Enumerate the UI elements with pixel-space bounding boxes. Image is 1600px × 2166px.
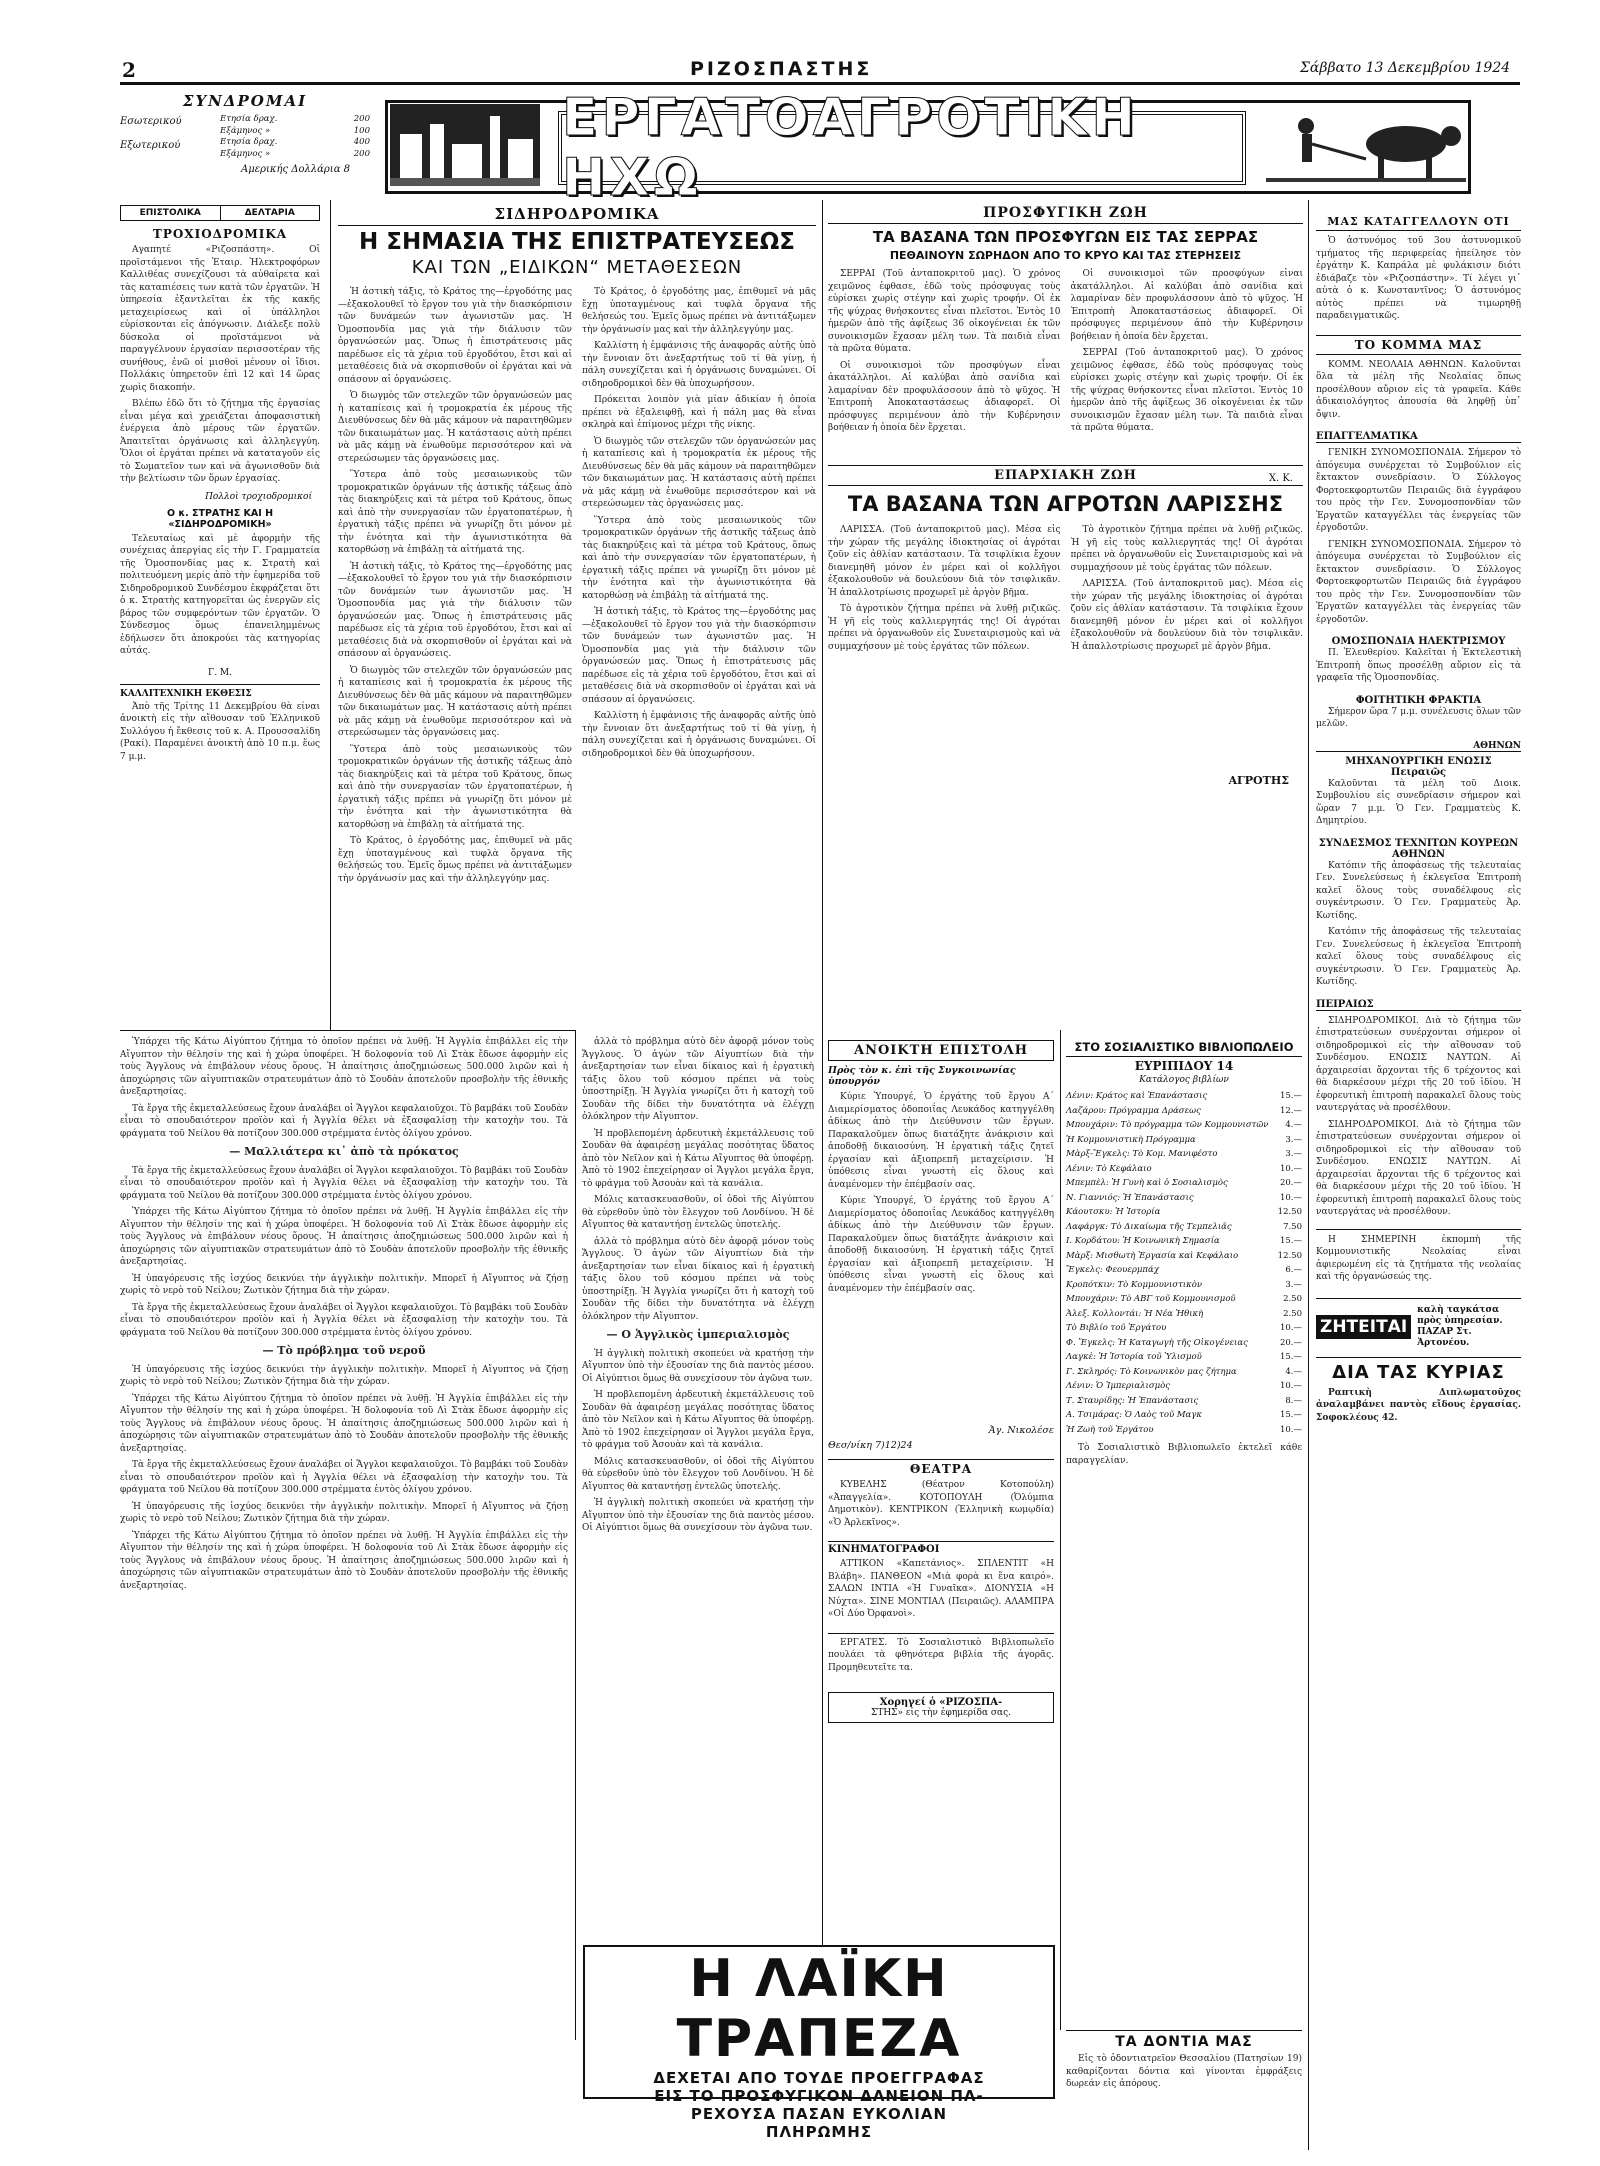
book-name: Ν. Γιαννιός: Ἡ Ἐπανάστασις <box>1066 1192 1194 1203</box>
subhead: — Μαλλιάτερα κι᾿ ἀπὸ τὰ πρόκατος <box>229 1145 459 1158</box>
subscription-row: Ετησία δραχ. 400 <box>220 137 370 147</box>
teeth-section <box>1066 2030 1302 2140</box>
article-text: Εἰς τὸ ὀδοντιατρεῖον Θεσσαλίου (Πατησίων 19) καθαρίζονται δόντια καὶ γίνονται ἐμφράξεις δωρεάν εἰς ἀπόρους. <box>1066 2054 1302 2089</box>
open-letter <box>828 1040 1054 2010</box>
book-row <box>1066 1106 1302 1118</box>
article-text: ΣΙΔΗΡΟΔΡΟΜΙΚΟΙ. Διὰ τὸ ζήτημα τῶν ἐπιστρατεύσεων συνέρχονται σήμερον οἱ σιδηροδρομικοὶ εἰς τὴν αἴθουσαν τοῦ Συνδέσμου. ΕΝΩΣΙΣ ΝΑΥΤΩΝ. Αἱ ἀρχαιρεσίαι ἄρχονται τῆς 6 τρέχοντος καὶ θὰ διαρκέσουν μέχρι τῆς 20 τοῦ ἰδίου. Ἡ ἐφορευτικὴ ἐπιτροπὴ παρακαλεῖ ὅλους τοὺς ναυτεργάτας νὰ προσέλθουν. ΣΙΔΗΡΟΔΡΟΜΙΚΟΙ. Διὰ τὸ ζήτημα τῶν ἐπιστρατεύσεων συνέρχονται σήμερον οἱ σιδηροδρομικοὶ εἰς τὴν αἴθουσαν τοῦ Συνδέσμου. ΕΝΩΣΙΣ ΝΑΥΤΩΝ. Αἱ ἀρχαιρεσίαι ἄρχονται τῆς 6 τρέχοντος καὶ θὰ διαρκέσουν μέχρι τῆς 20 τοῦ ἰδίου. Ἡ ἐφορευτικὴ ἐπιτροπὴ παρακαλεῖ ὅλους τοὺς ναυτεργάτας νὰ προσέλθουν. <box>1316 1015 1521 1217</box>
book-row <box>1066 1323 1302 1335</box>
book-name: Λαζάρου: Πρόγραμμα Δράσεως <box>1066 1105 1201 1116</box>
subscription-region: Εσωτερικού <box>120 116 182 127</box>
book-name: Μπεμπὲλ: Ἡ Γυνὴ καὶ ὁ Σοσιαλισμὸς <box>1066 1178 1228 1188</box>
book-price: 12.50 <box>1277 1207 1302 1217</box>
headline-sub: ΠΕΘΑΙΝΟΥΝ ΣΩΡΗΔΟΝ ΑΠΟ ΤΟ ΚΡΥΟ ΚΑΙ ΤΑΣ ΣΤΕΡΗΣΕΙΣ <box>889 249 1242 262</box>
rizospastis-ad: Χορηγεί ὁ «ΡΙΖΟΣΠΑ- ΣΤΗΣ» εἰς τὴν ἐφημερίδα σας. <box>828 1692 1054 1723</box>
section-title: Ο κ. ΣΤΡΑΤΗΣ ΚΑΙ Η «ΣΙΔΗΡΟΔΡΟΜΙΚΗ» <box>166 507 274 530</box>
book-name: Μὰρξ-Ἔγκελς: Τὸ Κομ. Μανιφέστο <box>1066 1149 1218 1159</box>
book-name: Ι. Κορδάτου: Ἡ Κοινωνικὴ Σημασία <box>1066 1236 1220 1246</box>
book-name: Μὰρξ: Μισθωτὴ Ἐργασία καὶ Κεφάλαιο <box>1066 1250 1239 1261</box>
book-row <box>1066 1222 1302 1234</box>
article-text: Ὑπάρχει τῆς Κάτω Αἰγύπτου ζήτημα τὸ ὁποῖον πρέπει νὰ λυθῇ. Ἡ Ἀγγλία ἐπιβάλλει εἰς τὴν Αἴγυπτον τὴν θέλησίν της καὶ ἡ χώρα ὑποφέρει. Ἡ δολοφονία τοῦ Λὶ Στὰκ ἔδωσε ἀφορμὴν εἰς τοὺς Ἄγγλους νὰ ἐπιβάλουν νέους ὅρους. Ἡ ἀπαίτησις ἀποζημιώσεως 500.000 λιρῶν καὶ ἡ ἀποχώρησις τῶν αἰγυπτιακῶν στρατευμάτων ἀπὸ τὸ Σουδὰν ἀποτελοῦν προσβολὴν τῆς ἐθνικῆς ἀνεξαρτησίας. Τὰ ἔργα τῆς ἐκμεταλλεύσεως ἔχουν ἀναλάβει οἱ Ἄγγλοι κεφαλαιοῦχοι. Τὸ βαμβάκι τοῦ Σουδὰν εἶναι τὸ σπουδαιότερον προϊὸν καὶ ἡ Ἀγγλία θέλει νὰ ἐξασφαλίσῃ τὴν κατοχὴν του. Τὰ φράγματα τοῦ Νείλου θὰ ποτίζουν 300.000 στρέμματα ἐντὸς ὀλίγου χρόνου. — Μαλλιάτερα κι᾿ ἀπὸ τὰ πρόκατος Τὰ ἔργα τῆς ἐκμεταλλεύσεως ἔχουν ἀναλάβει οἱ Ἄγγλοι κεφαλαιοῦχοι. Τὸ βαμβάκι τοῦ Σουδὰν εἶναι τὸ σπουδαιότερον προϊὸν καὶ ἡ Ἀγγλία θέλει νὰ ἐξασφαλίσῃ τὴν κατοχὴν του. Τὰ φράγματα τοῦ Νείλου θὰ ποτίζουν 300.000 στρέμματα ἐντὸς ὀλίγου χρόνου. Ὑπάρχει τῆς Κάτω Αἰγύπτου ζήτημα τὸ ὁποῖον πρέπει νὰ λυθῇ. Ἡ Ἀγγλία ἐπιβάλλει εἰς τὴν Αἴγυπτον τὴν θέλησίν της καὶ ἡ χώρα ὑποφέρει. Ἡ δολοφονία τοῦ Λὶ Στὰκ ἔδωσε ἀφορμὴν εἰς τοὺς Ἄγγλους νὰ ἐπιβάλουν νέους ὅρους. Ἡ ἀπαίτησις ἀποζημιώσεως 500.000 λιρῶν καὶ ἡ ἀποχώρησις τῶν αἰγυπτιακῶν στρατευμάτων ἀπὸ τὸ Σουδὰν ἀποτελοῦν προσβολὴν τῆς ἐθνικῆς ἀνεξαρτησίας. Ἡ ὑπαγόρευσις τῆς ἰσχύος δεικνύει τὴν ἀγγλικὴν πολιτικὴν. Μπορεῖ ἡ Αἴγυπτος νὰ ζήσῃ χωρὶς τὸ νερὸ τοῦ Νείλου; Ζωτικὸν ζήτημα διὰ τὴν χώραν. Τὰ ἔργα τῆς ἐκμεταλλεύσεως ἔχουν ἀναλάβει οἱ Ἄγγλοι κεφαλαιοῦχοι. Τὸ βαμβάκι τοῦ Σουδὰν εἶναι τὸ σπουδαιότερον προϊὸν καὶ ἡ Ἀγγλία θέλει νὰ ἐξασφαλίσῃ τὴν κατοχὴν του. Τὰ φράγματα τοῦ Νείλου θὰ ποτίζουν 300.000 στρέμματα ἐντὸς ὀλίγου χρόνου. — Τὸ πρόβλημα τοῦ νεροῦ Ἡ ὑπαγόρευσις τῆς ἰσχύος δεικνύει τὴν ἀγγλικὴν πολιτικὴν. Μπορεῖ ἡ Αἴγυπτος νὰ ζήσῃ χωρὶς τὸ νερὸ τοῦ Νείλου; Ζωτικὸν ζήτημα διὰ τὴν χώραν. Ὑπάρχει τῆς Κάτω Αἰγύπτου ζήτημα τὸ ὁποῖον πρέπει νὰ λυθῇ. Ἡ Ἀγγλία ἐπιβάλλει εἰς τὴν Αἴγυπτον τὴν θέλησίν της καὶ ἡ χώρα ὑποφέρει. Ἡ δολοφονία τοῦ Λὶ Στὰκ ἔδωσε ἀφορμὴν εἰς τοὺς Ἄγγλους νὰ ἐπιβάλουν νέους ὅρους. Ἡ ἀπαίτησις ἀποζημιώσεως 500.000 λιρῶν καὶ ἡ ἀποχώρησις τῶν αἰγυπτιακῶν στρατευμάτων ἀπὸ τὸ Σουδὰν ἀποτελοῦν προσβολὴν τῆς ἐθνικῆς ἀνεξαρτησίας. Τὰ ἔργα τῆς ἐκμεταλλεύσεως ἔχουν ἀναλάβει οἱ Ἄγγλοι κεφαλαιοῦχοι. Τὸ βαμβάκι τοῦ Σουδὰν εἶναι τὸ σπουδαιότερον προϊὸν καὶ ἡ Ἀγγλία θέλει νὰ ἐξασφαλίσῃ τὴν κατοχὴν του. Τὰ φράγματα τοῦ Νείλου θὰ ποτίζουν 300.000 στρέμματα ἐντὸς ὀλίγου χρόνου. Ἡ ὑπαγόρευσις τῆς ἰσχύος δεικνύει τὴν ἀγγλικὴν πολιτικὴν. Μπορεῖ ἡ Αἴγυπτος νὰ ζήσῃ χωρὶς τὸ νερὸ τοῦ Νείλου; Ζωτικὸν ζήτημα διὰ τὴν χώραν. Ὑπάρχει τῆς Κάτω Αἰγύπτου ζήτημα τὸ ὁποῖον πρέπει νὰ λυθῇ. Ἡ Ἀγγλία ἐπιβάλλει εἰς τὴν Αἴγυπτον τὴν θέλησίν της καὶ ἡ χώρα ὑποφέρει. Ἡ δολοφονία τοῦ Λὶ Στὰκ ἔδωσε ἀφορμὴν εἰς τοὺς Ἄγγλους νὰ ἐπιβάλουν νέους ὅρους. Ἡ ἀπαίτησις ἀποζημιώσεως 500.000 λιρῶν καὶ ἡ ἀποχώρησις τῶν αἰγυπτιακῶν στρατευμάτων ἀπὸ τὸ Σουδὰν ἀποτελοῦν προσβολὴν τῆς ἐθνικῆς ἀνεξαρτησίας. <box>120 1037 568 1591</box>
article-text: Τελευταίως καὶ μὲ ἀφορμὴν τῆς συνέχειας ἀπεργίας εἰς τὴν Γ. Γραμματεία τῆς Ὁμοσπονδίας μας κ. Στρατὴ καὶ πολιτευόμενη μερίς ἀπὸ τὴν ἐφημερίδα τοῦ Σιδηροδρομικοῦ Συνδέσμου ἐκφράζεται ὅτι ὁ κ. Στρατὴς κατηγορεῖται ὡς ἐνεργῶν εἰς βάρος τῶν συμφερόντων τῶν ἐργατῶν. Ὁ Σύνδεσμος ὅμως ἐπανειλημμένως ἐδήλωσεν ὅτι ἀποκρούει τὰς κατηγορίας αὐτάς. <box>120 533 320 656</box>
signature: ΑΓΡΟΤΗΣ <box>1228 774 1289 787</box>
bank-ad-line: ΡΕΧΟΥΣΑ ΠΑΣΑΝ ΕΥΚΟΛΙΑΝ <box>690 2105 948 2123</box>
book-name: Τὸ Βιβλίο τοῦ Ἐργάτου <box>1066 1323 1167 1333</box>
book-row <box>1066 1425 1302 1437</box>
book-price: 2.50 <box>1283 1294 1302 1304</box>
book-price: 10.— <box>1279 1192 1302 1203</box>
book-price: 8.— <box>1285 1395 1302 1406</box>
subscription-row: Ετησία δραχ. 200 <box>220 114 370 124</box>
subscriptions-title: ΣΥΝΔΡΟΜΑΙ <box>182 92 308 110</box>
column-rule <box>330 200 331 1030</box>
headline: Η ΣΗΜΑΣΙΑ ΤΗΣ ΕΠΙΣΤΡΑΤΕΥΣΕΩΣ <box>359 229 795 255</box>
article-text: Τὸ ἀγροτικὸν ζήτημα πρέπει νὰ λυθῇ ριζικῶς. Ἡ γῆ εἰς τοὺς καλλιεργητάς της! Οἱ ἀγρόται πρέπει νὰ ὀργανωθοῦν εἰς Συνεταιρισμοὺς καὶ νὰ συμμαχήσουν μὲ τοὺς ἐργάτας τῶν πόλεων. ΛΑΡΙΣΣΑ. (Τοῦ ἀνταποκριτοῦ μας). Μέσα εἰς τὴν χώραν τῆς μεγάλης ἰδιοκτησίας οἱ ἀγρόται ζοῦν εἰς ἀθλίαν κατάστασιν. Τὰ τσιφλίκια ἔχουν διανεμηθῆ μόνον ἐν μέρει καὶ οἱ κολλῆγοι ἐξακολουθοῦν νὰ δουλεύουν διὰ τὸν τσιφλικᾶν. Ἡ ἀπαλλοτρίωσις προχωρεῖ μὲ ἀργὸν βῆμα. <box>1070 525 1303 652</box>
article-text: Ραπτικὴ Διπλωματοῦχος ἀναλαμβάνει παντὸς εἴδους ἐργασίας. Σοφοκλέους 42. <box>1316 1387 1521 1423</box>
signature: Χ. Κ. <box>1268 473 1293 484</box>
book-row <box>1066 1396 1302 1408</box>
subscription-row: Εξάμηνος » 200 <box>220 148 370 159</box>
paper-name: ΡΙΖΟΣΠΑΣΤΗΣ <box>690 58 873 80</box>
left-column <box>120 205 320 1030</box>
article-text: ΑΤΤΙΚΟΝ «Καπετάνιος». ΣΠΛΕΝΤΙΤ «Η Βλάβη». ΠΑΝΘΕΟΝ «Μιὰ φορὰ κι ἕνα καιρό». ΣΑΛΩΝ ΙΝΤΙΑ «Ἡ Γυναῖκα». ΔΙΟΝΥΣΙΑ «Η Νύχτα». ΣΙΝΕ ΜΟΝΤΙΑΛ (Πειραιῶς). ΑΛΑΜΠΡΑ «Οἱ Δύο Ὀρφανοὶ». <box>828 1559 1054 1619</box>
header-rule <box>120 82 1520 85</box>
section-title: ΟΜΟΣΠΟΝΔΙΑ ΗΛΕΚΤΡΙΣΜΟΥ <box>1331 636 1506 647</box>
egypt-article-mid <box>582 1036 814 2026</box>
letter-sign: Ἀγ. Νικολέσε <box>988 1425 1054 1436</box>
book-price: 3.— <box>1285 1149 1302 1159</box>
book-price: 4.— <box>1285 1120 1302 1130</box>
railway-section <box>338 205 816 1030</box>
book-price: 15.— <box>1279 1236 1302 1246</box>
book-price: 15.— <box>1279 1352 1302 1362</box>
subscriptions-box <box>120 92 370 192</box>
subhead: — Τὸ πρόβλημα τοῦ νεροῦ <box>262 1344 426 1357</box>
book-name: Μπουχάριν: Τὸ πρόγραμμα τῶν Κομμουνιστῶν <box>1066 1120 1269 1130</box>
section-title: ΜΑΣ ΚΑΤΑΓΓΕΛΛΟΥΝ ΟΤΙ <box>1316 215 1521 231</box>
book-row <box>1066 1251 1302 1263</box>
book-row <box>1066 1149 1302 1161</box>
article-text: ΕΡΓΑΤΕΣ. Τὸ Σοσιαλιστικὸ Βιβλιοπωλεῖο πουλάει τὰ φθηνότερα βιβλία τῆς ἀγορᾶς. Προμηθευτεῖτε τα. <box>828 1633 1054 1679</box>
book-price: 6.— <box>1285 1265 1302 1275</box>
tab-epistolika: ΕΠΙΣΤΟΛΙΚΑ <box>121 206 221 220</box>
book-price: 10.— <box>1279 1381 1302 1391</box>
article-text: ἀλλὰ τὸ πρόβλημα αὐτὸ δὲν ἀφορᾷ μόνον τοὺς Ἄγγλους. Ὁ ἀγὼν τῶν Αἰγυπτίων διὰ τὴν ἀνεξαρτησίαν των εἶναι δίκαιος καὶ ἡ ἐργατικὴ τάξις ὅλου τοῦ κόσμου πρέπει νὰ τοὺς ὑποστηρίξῃ. Ἡ Ἀγγλία γνωρίζει ὅτι ἡ κατοχὴ τοῦ Σουδὰν τῆς δίδει τὴν δυνατότητα νὰ ἐλέγχῃ ὁλόκληρον τὴν Αἴγυπτον. Ἡ προβλεπομένη ἀρδευτικὴ ἐκμετάλλευσις τοῦ Σουδὰν θὰ ἀφαιρέσῃ μεγάλας ποσότητας ὕδατος ἀπὸ τὸν Νεῖλον καὶ ἡ Κάτω Αἴγυπτος θὰ ὑποφέρῃ. Ἀπὸ τὸ 1902 ἐπεχείρησαν οἱ Ἄγγλοι μεγάλα ἔργα, τὸ φράγμα τοῦ Ἀσουὰν καὶ τὰ κανάλια. Μόλις κατασκευασθοῦν, οἱ ὁδοὶ τῆς Αἰγύπτου θὰ εὑρεθοῦν ὑπὸ τὸν ἔλεγχον τοῦ Λονδίνου. Ἡ δὲ Αἴγυπτος θὰ καταντήσῃ ἐντελῶς ὑποτελής. ἀλλὰ τὸ πρόβλημα αὐτὸ δὲν ἀφορᾷ μόνον τοὺς Ἄγγλους. Ὁ ἀγὼν τῶν Αἰγυπτίων διὰ τὴν ἀνεξαρτησίαν των εἶναι δίκαιος καὶ ἡ ἐργατικὴ τάξις ὅλου τοῦ κόσμου πρέπει νὰ τοὺς ὑποστηρίξῃ. Ἡ Ἀγγλία γνωρίζει ὅτι ἡ κατοχὴ τοῦ Σουδὰν τῆς δίδει τὴν δυνατότητα νὰ ἐλέγχῃ ὁλόκληρον τὴν Αἴγυπτον. — Ο Ἀγγλικὸς ἰμπεριαλισμὸς Ἡ ἀγγλικὴ πολιτικὴ σκοπεύει νὰ κρατήσῃ τὴν Αἴγυπτον ὑπὸ τὴν ἐξουσίαν της διὰ παντὸς μέσου. Οἱ Αἰγύπτιοι ὅμως θὰ συνεχίσουν τὸν ἀγῶνα των. Ἡ προβλεπομένη ἀρδευτικὴ ἐκμετάλλευσις τοῦ Σουδὰν θὰ ἀφαιρέσῃ μεγάλας ποσότητας ὕδατος ἀπὸ τὸν Νεῖλον καὶ ἡ Κάτω Αἴγυπτος θὰ ὑποφέρῃ. Ἀπὸ τὸ 1902 ἐπεχείρησαν οἱ Ἄγγλοι μεγάλα ἔργα, τὸ φράγμα τοῦ Ἀσουὰν καὶ τὰ κανάλια. Μόλις κατασκευασθοῦν, οἱ ὁδοὶ τῆς Αἰγύπτου θὰ εὑρεθοῦν ὑπὸ τὸν ἔλεγχον τοῦ Λονδίνου. Ἡ δὲ Αἴγυπτος θὰ καταντήσῃ ἐντελῶς ὑποτελής. Ἡ ἀγγλικὴ πολιτικὴ σκοπεύει νὰ κρατήσῃ τὴν Αἴγυπτον ὑπὸ τὴν ἐξουσίαν της διὰ παντὸς μέσου. Οἱ Αἰγύπτιοι ὅμως θὰ συνεχίσουν τὸν ἀγῶνα των. <box>582 1037 814 1533</box>
tab-deltaria: ΔΕΛΤΑΡΙΑ <box>244 208 295 218</box>
article-text: Ἀπὸ τῆς Τρίτης 11 Δεκεμβρίου θὰ είναι ἀνοικτὴ εἰς τὴν αἴθουσαν τοῦ Ἑλληνικοῦ Συλλόγου ἡ ἔκθεσις τοῦ κ. Α. Προυσσαλίδη (Ρακί). Παραμένει ἀνοικτὴ ἀπὸ 10 π.μ. ἕως 7 μ.μ. <box>120 701 320 762</box>
book-name: Λένιν: Κράτος καὶ Ἐπανάστασις <box>1066 1091 1208 1101</box>
bookshop-title: ΣΤΟ ΣΟΣΙΑΛΙΣΤΙΚΟ ΒΙΒΛΙΟΠΩΛΕΙΟ <box>1066 1040 1302 1057</box>
signature: Γ. Μ. <box>207 667 233 678</box>
book-price: 2.50 <box>1283 1308 1302 1319</box>
book-price: 15.— <box>1279 1410 1302 1420</box>
book-name: Ἡ Κομμουνιστικὴ Πρόγραμμα <box>1066 1134 1196 1145</box>
article-text: ΣΕΡΡΑΙ (Τοῦ ἀνταποκριτοῦ μας). Ὁ χρόνος χειμῶνος ἐφθασε, ἐδῶ τοὺς πρόσφυγας τοὺς εὑρίσκει χωρὶς στέγην καὶ χωρὶς τροφήν. Οἱ ἐκ τῆς ψύχρας θνήσκοντες εἶναι πλεῖστοι. Ἐντὸς 10 ἡμερῶν ἀπὸ τῆς ἀφίξεως 36 οἰκογένειαι ἐκ τῶν συνοικισμῶν ἔχασαν μέλη των. Τὰ παιδιὰ εἶναι τὰ πρῶτα θύματα. Οἱ συνοικισμοὶ τῶν προσφύγων εἶναι ἀκατάλληλοι. Αἱ καλύβαι ἀπὸ σανίδια καὶ λαμαρίναν δὲν προφυλάσσουν ἀπὸ τὸ ψῦχος. Ἡ Ἐπιτροπὴ Ἀποκαταστάσεως ἀδιαφορεῖ. Οἱ πρόσφυγες περιμένουν ἀπὸ τὴν Κυβέρνησιν βοήθειαν ἡ ὁποία δὲν ἔρχεται. <box>828 269 1061 433</box>
headline-sub: ΚΑΙ ΤΩΝ „ΕΙΔΙΚΩΝ“ ΜΕΤΑΘΕΣΕΩΝ <box>411 257 743 278</box>
book-row <box>1066 1352 1302 1364</box>
wanted-text: καλὴ ταγκάτσα πρὸς ὑπηρεσίαν. ΠΑΖΑΡ Στ. Ἀρτονέου. <box>1417 1304 1503 1348</box>
book-name: Κροπότκιν: Τὸ Κομμουνιστικὸν <box>1066 1279 1202 1290</box>
book-price: 3.— <box>1285 1279 1302 1290</box>
headline: ΤΑ ΒΑΣΑΝΑ ΤΩΝ ΑΓΡΟΤΩΝ ΛΑΡΙΣΣΗΣ <box>847 492 1284 516</box>
bookshop-note: Τὸ Σοσιαλιστικὸ Βιβλιοπωλεῖο ἐκτελεῖ κάθε παραγγελίαν. <box>1066 1443 1302 1466</box>
section-title: ΤΡΟΧΙΟΔΡΟΜΙΚΑ <box>152 227 288 241</box>
article-text: Ἡ ἀστικὴ τάξις, τὸ Κράτος της—ἐργοδότης μας—ἐξακολουθεῖ τὸ ἔργον του γιὰ τὴν διασκόρπισιν τῶν δυνάμεών των ἀγωνιστῶν μας. Ἡ Ὁμοσπονδία μας γιὰ τὴν διάλυσιν τῶν ὀργανώσεών μας. Ὅπως ἡ ἐπιστράτευσις μᾶς παρέδωσε εἰς τὰ χέρια τοῦ ἐργοδότου, ἔτσι καὶ αἱ μεταθέσεις διὰ νὰ σκορπισθοῦν οἱ ἐργάται καὶ νὰ σπάσουν αἱ ὀργανώσεις. Ὁ διωγμὸς τῶν στελεχῶν τῶν ὀργανώσεών μας ἡ καταπίεσις καὶ ἡ τρομοκρατία ἐκ μέρους τῆς Διευθύνσεως δὲν θὰ μᾶς κάμουν νὰ παραιτηθῶμεν τῶν δικαιωμάτων μας. Ἡ κατάστασις αὐτὴ πρέπει νὰ μᾶς κάμῃ νὰ ἐνωθοῦμε περισσότερον καὶ νὰ στερεώσωμεν τὰς ὀργανώσεις μας. Ὕστερα ἀπὸ τοὺς μεσαιωνικοὺς τῶν τρομοκρατικῶν ὀργάνων τῆς ἀστικῆς τάξεως ἀπὸ τὰς διακηρύξεις καὶ τὰ μέτρα τοῦ Κράτους, ὅπως καὶ ἀπὸ τὴν συνεργασίαν τῶν ἐργατοπατέρων, ἡ ἐργατικὴ τάξις πρέπει νὰ γνωρίζῃ ὅτι μόνον μὲ τὴν ἑνότητα καὶ τὴν ἀγωνιστικότητα θὰ κατορθώσῃ νὰ ἐπιβάλῃ τὰ αἰτήματά της. Ἡ ἀστικὴ τάξις, τὸ Κράτος της—ἐργοδότης μας—ἐξακολουθεῖ τὸ ἔργον του γιὰ τὴν διασκόρπισιν τῶν δυνάμεών των ἀγωνιστῶν μας. Ἡ Ὁμοσπονδία μας γιὰ τὴν διάλυσιν τῶν ὀργανώσεών μας. Ὅπως ἡ ἐπιστράτευσις μᾶς παρέδωσε εἰς τὰ χέρια τοῦ ἐργοδότου, ἔτσι καὶ αἱ μεταθέσεις διὰ νὰ σκορπισθοῦν οἱ ἐργάται καὶ νὰ σπάσουν αἱ ὀργανώσεις. Ὁ διωγμὸς τῶν στελεχῶν τῶν ὀργανώσεών μας ἡ καταπίεσις καὶ ἡ τρομοκρατία ἐκ μέρους τῆς Διευθύνσεως δὲν θὰ μᾶς κάμουν νὰ παραιτηθῶμεν τῶν δικαιωμάτων μας. Ἡ κατάστασις αὐτὴ πρέπει νὰ μᾶς κάμῃ νὰ ἐνωθοῦμε περισσότερον καὶ νὰ στερεώσωμεν τὰς ὀργανώσεις μας. Ὕστερα ἀπὸ τοὺς μεσαιωνικοὺς τῶν τρομοκρατικῶν ὀργάνων τῆς ἀστικῆς τάξεως ἀπὸ τὰς διακηρύξεις καὶ τὰ μέτρα τοῦ Κράτους, ὅπως καὶ ἀπὸ τὴν συνεργασίαν τῶν ἐργατοπατέρων, ἡ ἐργατικὴ τάξις πρέπει νὰ γνωρίζῃ ὅτι μόνον μὲ τὴν ἑνότητα καὶ τὴν ἀγωνιστικότητα θὰ κατορθώσῃ νὰ ἐπιβάλῃ τὰ αἰτήματά της. Τὸ Κράτος, ὁ ἐργοδότης μας, ἐπιθυμεῖ νὰ μᾶς ἔχῃ ὑποταγμένους καὶ τυφλὰ ὄργανα τῆς θελήσεώς του. Ἐμεῖς ὅμως πρέπει νὰ ἀντιτάξωμεν τὴν ὀργάνωσίν μας καὶ τὴν ἀλληλεγγύην μας. <box>338 287 572 884</box>
book-price: 15.— <box>1279 1091 1302 1101</box>
column-rule <box>822 200 823 1990</box>
page-number: 2 <box>122 58 136 82</box>
book-price: 10.— <box>1279 1323 1302 1333</box>
book-name: Γ. Σκληρός: Τὸ Κοινωνικὸν μας ζήτημα <box>1066 1366 1237 1377</box>
book-name: Κάουτσκυ: Ἡ Ἱστορία <box>1066 1207 1161 1217</box>
banner-title: ΕΡΓΑΤΟΑΓΡΟΤΙΚΗ ΗΧΩ <box>562 88 1140 208</box>
book-row <box>1066 1280 1302 1292</box>
banner-title-frame <box>558 88 1246 208</box>
book-name: Ἔγκελς: Φεουερμπάχ <box>1066 1265 1159 1275</box>
article-text: Τὸ Κράτος, ὁ ἐργοδότης μας, ἐπιθυμεῖ νὰ μᾶς ἔχῃ ὑποταγμένους καὶ τυφλὰ ὄργανα τῆς θελήσεώς του. Ἐμεῖς ὅμως πρέπει νὰ ἀντιτάξωμεν τὴν ὀργάνωσίν μας καὶ τὴν ἀλληλεγγύην μας. Καλλίστη ἡ ἐμφάνισις τῆς ἀναφορᾶς αὐτῆς ὑπὸ τὴν ἔννοιαν ὅτι ἀνεξαρτήτως τοῦ τί θὰ γίνῃ, ἡ πάλη συνεχίζεται καὶ ἡ ὀργάνωσις δυναμώνει. Οἱ σιδηροδρομικοὶ δὲν θὰ ὑποχωρήσουν. Πρόκειται λοιπὸν γιὰ μίαν ἀδικίαν ἡ ὁποία πρέπει νὰ ἐξαλειφθῇ, καὶ ἡ πάλη μας θὰ εἶναι σκληρὰ καὶ ἐπίμονος μέχρι τῆς νίκης. Ὁ διωγμὸς τῶν στελεχῶν τῶν ὀργανώσεών μας ἡ καταπίεσις καὶ ἡ τρομοκρατία ἐκ μέρους τῆς Διευθύνσεως δὲν θὰ μᾶς κάμουν νὰ παραιτηθῶμεν τῶν δικαιωμάτων μας. Ἡ κατάστασις αὐτὴ πρέπει νὰ μᾶς κάμῃ νὰ ἐνωθοῦμε περισσότερον καὶ νὰ στερεώσωμεν τὰς ὀργανώσεις μας. Ὕστερα ἀπὸ τοὺς μεσαιωνικοὺς τῶν τρομοκρατικῶν ὀργάνων τῆς ἀστικῆς τάξεως ἀπὸ τὰς διακηρύξεις καὶ τὰ μέτρα τοῦ Κράτους, ὅπως καὶ ἀπὸ τὴν συνεργασίαν τῶν ἐργατοπατέρων, ἡ ἐργατικὴ τάξις πρέπει νὰ γνωρίζῃ ὅτι μόνον μὲ τὴν ἑνότητα καὶ τὴν ἀγωνιστικότητα θὰ κατορθώσῃ νὰ ἐπιβάλῃ τὰ αἰτήματά της. Ἡ ἀστικὴ τάξις, τὸ Κράτος της—ἐργοδότης μας—ἐξακολουθεῖ τὸ ἔργον του γιὰ τὴν διασκόρπισιν τῶν δυνάμεών των ἀγωνιστῶν μας. Ἡ Ὁμοσπονδία μας γιὰ τὴν διάλυσιν τῶν ὀργανώσεών μας. Ὅπως ἡ ἐπιστράτευσις μᾶς παρέδωσε εἰς τὰ χέρια τοῦ ἐργοδότου, ἔτσι καὶ αἱ μεταθέσεις διὰ νὰ σκορπισθοῦν οἱ ἐργάται καὶ νὰ σπάσουν αἱ ὀργανώσεις. Καλλίστη ἡ ἐμφάνισις τῆς ἀναφορᾶς αὐτῆς ὑπὸ τὴν ἔννοιαν ὅτι ἀνεξαρτήτως τοῦ τί θὰ γίνῃ, ἡ πάλη συνεχίζεται καὶ ἡ ὀργάνωσις δυναμώνει. Οἱ σιδηροδρομικοὶ δὲν θὰ ὑποχωρήσουν. <box>582 287 816 759</box>
article-text: Αγαπητέ «Ριζοσπάστη». Οἱ προϊστάμενοι τῆς Ἑταιρ. Ἠλεκτροφόρων Καλλιθέας συνεχίζουσι τὰ αὐθαίρετα καὶ τὰς καταπιέσεις των κατὰ τῶν ἐργατῶν. Ἡ ὑπηρεσία ἐξαντλεῖται ἐκ τῆς κακῆς μεταχειρίσεως καὶ οἱ ὑπάλληλοι εὑρίσκονται εἰς ἀπόγνωσιν. Διάλεξε πολὺ δύσκολα οἱ προϊστάμενοι νὰ παραγγέλνουν ἐργασίαν περισσοτέραν τῆς συνήθους, ἐνῶ οἱ μισθοὶ μένουν οἱ ἴδιοι. Πολλάκις ὑπηρετοῦν ἐπὶ 12 καὶ 14 ὥρας χωρὶς διακοπήν. Βλέπω ἐδῶ ὅτι τὸ ζήτημα τῆς ἐργασίας εἶναι μέγα καὶ χρειάζεται ἀποφασιστικὴ ἐνέργεια ἀπὸ μέρους τῶν ἐργατῶν. Ἀπαιτεῖται ὀργάνωσις καὶ ἀλληλεγγύη. Ὅλοι οἱ ἐργάται πρέπει νὰ καταταγοῦν εἰς τὸ Σωματεῖον των καὶ νὰ ἀγωνισθοῦν διὰ τὴν βελτίωσιν τῶν ὅρων ἐργασίας. <box>120 245 320 484</box>
egypt-article-left <box>120 1036 568 2026</box>
subscription-row: Εξάμηνος » 100 <box>220 125 370 136</box>
book-list <box>1066 1091 1302 1436</box>
book-row <box>1066 1265 1302 1277</box>
subhead: — Ο Ἀγγλικὸς ἰμπεριαλισμὸς <box>606 1328 790 1341</box>
bookshop-catalog: Κατάλογος βιβλίων <box>1139 1075 1229 1085</box>
signature: Πολλοὶ τροχιοδρομικοί <box>205 491 312 502</box>
column-rule <box>1308 200 1309 2150</box>
bank-ad-line: ΕΙΣ ΤΟ ΠΡΟΣΦΥΓΙΚΟΝ ΔΑΝΕΙΟΝ ΠΑ- <box>654 2087 984 2105</box>
book-row <box>1066 1294 1302 1306</box>
section-title: ΠΡΟΣΦΥΓΙΚΗ ΖΩΗ <box>828 205 1303 224</box>
section-title: ΣΙΔΗΡΟΔΡΟΜΙΚΑ <box>338 205 816 226</box>
book-price: 12.— <box>1279 1105 1302 1116</box>
book-price: 20.— <box>1279 1178 1302 1188</box>
right-column <box>1316 205 1521 2135</box>
section-title: ΑΘΗΝΩΝ <box>1316 741 1521 752</box>
book-price: 10.— <box>1279 1424 1302 1435</box>
divider <box>120 1030 575 1031</box>
bank-ad-line: ΔΕΧΕΤΑΙ ΑΠΟ ΤΟΥΔΕ ΠΡΟΕΓΓΡΑΦΑΣ <box>653 2069 985 2087</box>
book-row <box>1066 1236 1302 1248</box>
book-name: Λαγκὲ: Ἡ Ἱστορία τοῦ Ὑλισμοῦ <box>1066 1352 1202 1362</box>
article-text: Οἱ συνοικισμοὶ τῶν προσφύγων εἶναι ἀκατάλληλοι. Αἱ καλύβαι ἀπὸ σανίδια καὶ λαμαρίναν δὲν προφυλάσσουν ἀπὸ τὸ ψῦχος. Ἡ Ἐπιτροπὴ Ἀποκαταστάσεως ἀδιαφορεῖ. Οἱ πρόσφυγες περιμένουν ἀπὸ τὴν Κυβέρνησιν βοήθειαν ἡ ὁποία δὲν ἔρχεται. ΣΕΡΡΑΙ (Τοῦ ἀνταποκριτοῦ μας). Ὁ χρόνος χειμῶνος ἐφθασε, ἐδῶ τοὺς πρόσφυγας τοὺς εὑρίσκει χωρὶς στέγην καὶ χωρὶς τροφήν. Οἱ ἐκ τῆς ψύχρας θνήσκοντες εἶναι πλεῖστοι. Ἐντὸς 10 ἡμερῶν ἀπὸ τῆς ἀφίξεως 36 οἰκογένειαι ἐκ τῶν συνοικισμῶν ἔχασαν μέλη των. Τὰ παιδιὰ εἶναι τὰ πρῶτα θύματα. <box>1070 269 1303 433</box>
teeth-title: ΤΑ ΔΟΝΤΙΑ ΜΑΣ <box>1066 2030 1302 2050</box>
book-row <box>1066 1120 1302 1132</box>
section-title: ΣΥΝΔΕΣΜΟΣ ΤΕΧΝΙΤΩΝ ΚΟΥΡΕΩΝ ΑΘΗΝΩΝ <box>1318 837 1519 860</box>
headline: ΤΑ ΒΑΣΑΝΑ ΤΩΝ ΠΡΟΣΦΥΓΩΝ ΕΙΣ ΤΑΣ ΣΕΡΡΑΣ <box>872 228 1259 246</box>
book-row <box>1066 1135 1302 1147</box>
article-text: Ὁ ἀστυνόμος τοῦ 3ου ἀστυνομικοῦ τμήματος τῆς περιφερείας ἠπείλησε τὸν ἐργάτην Κ. Καπράλα μὲ φυλάκισιν διότι ἐδιάβαζε τὸν «Ριζοσπάστην». Τί λέγει γι᾿ αὐτὰ ὁ κ. Κωνσταντῖνος; Ὁ ἀστυνόμος αὐτὸς πρέπει νὰ τιμωρηθῇ παραδειγματικῶς. <box>1316 236 1521 321</box>
bank-ad-line: ΠΛΗΡΩΜΗΣ <box>765 2123 873 2141</box>
book-row <box>1066 1193 1302 1205</box>
book-price: 7.50 <box>1283 1221 1302 1232</box>
book-price: 20.— <box>1279 1337 1302 1348</box>
section-title: ΚΙΝΗΜΑΤΟΓΡΑΦΟΙ <box>828 1541 1054 1555</box>
article-text: ΛΑΡΙΣΣΑ. (Τοῦ ἀνταποκριτοῦ μας). Μέσα εἰς τὴν χώραν τῆς μεγάλης ἰδιοκτησίας οἱ ἀγρόται ζοῦν εἰς ἀθλίαν κατάστασιν. Τὰ τσιφλίκια ἔχουν διανεμηθῆ μόνον ἐν μέρει καὶ οἱ κολλῆγοι ἐξακολουθοῦν νὰ δουλεύουν διὰ τὸν τσιφλικᾶν. Ἡ ἀπαλλοτρίωσις προχωρεῖ μὲ ἀργὸν βῆμα. Τὸ ἀγροτικὸν ζήτημα πρέπει νὰ λυθῇ ριζικῶς. Ἡ γῆ εἰς τοὺς καλλιεργητάς της! Οἱ ἀγρόται πρέπει νὰ ὀργανωθοῦν εἰς Συνεταιρισμοὺς καὶ νὰ συμμαχήσουν μὲ τοὺς ἐργάτας τῶν πόλεων. <box>828 525 1061 652</box>
article-text: ΓΕΝΙΚΗ ΣΥΝΟΜΟΣΠΟΝΔΙΑ. Σήμερον τὸ ἀπόγευμα συνέρχεται τὸ Συμβούλιον εἰς ἔκτακτον συνεδρίασιν. Ὁ Σύλλογος Φορτοεκφορτωτῶν Πειραιῶς διὰ ἐγγράφου του πρὸς τὴν Γεν. Συνομοσπονδίαν τῶν Ἐργατῶν καταγγέλλει τὰς ἐνεργείας τῶν ἐργοδοτῶν. ΓΕΝΙΚΗ ΣΥΝΟΜΟΣΠΟΝΔΙΑ. Σήμερον τὸ ἀπόγευμα συνέρχεται τὸ Συμβούλιον εἰς ἔκτακτον συνεδρίασιν. Ὁ Σύλλογος Φορτοεκφορτωτῶν Πειραιῶς διὰ ἐγγράφου του πρὸς τὴν Γεν. Συνομοσπονδίαν τῶν Ἐργατῶν καταγγέλλει τὰς ἐνεργείας τῶν ἐργοδοτῶν. <box>1316 448 1521 625</box>
factory-illustration <box>390 104 540 186</box>
book-price: 3.— <box>1285 1134 1302 1145</box>
article-text: Καλοῦνται τὰ μέλη τοῦ Διοικ. Συμβουλίου εἰς συνεδρίασιν σήμερον καὶ ὥραν 7 μ.μ. Ὁ Γεν. Γραμματεὺς Κ. Δημητρίου. <box>1316 778 1521 826</box>
section-title: ΘΕΑΤΡΑ <box>828 1459 1054 1476</box>
provincial-section <box>828 465 1303 1025</box>
book-row <box>1066 1207 1302 1219</box>
farmer-plough-illustration <box>1266 104 1466 186</box>
section-title: ΕΠΑΓΓΕΛΜΑΤΙΚΑ <box>1316 431 1521 443</box>
article-text: Κύριε Ὑπουργέ, Ὁ ἐργάτης τοῦ ἔργου Α΄ Διαμερίσματος ὁδοποιΐας Λευκάδος κατηγγέλθη ἀδίκως ἀπὸ τὴν Διεύθυνσιν τῶν ἔργων. Παρακαλοῦμεν ὅπως διατάξητε ἀνάκρισιν καὶ ἀποδοθῇ δικαιοσύνη. Ἡ ἐργατικὴ τάξις ζητεῖ ἐργασίαν καὶ ἀξιοπρεπῆ μεταχείρισιν. Ἡ ὑπόθεσις εἶναι γνωστὴ εἰς ὅλους καὶ ἀναμένομεν τὴν ἐπέμβασίν σας. Κύριε Ὑπουργέ, Ὁ ἐργάτης τοῦ ἔργου Α΄ Διαμερίσματος ὁδοποιΐας Λευκάδος κατηγγέλθη ἀδίκως ἀπὸ τὴν Διεύθυνσιν τῶν ἔργων. Παρακαλοῦμεν ὅπως διατάξητε ἀνάκρισιν καὶ ἀποδοθῇ δικαιοσύνη. Ἡ ἐργατικὴ τάξις ζητεῖ ἐργασίαν καὶ ἀξιοπρεπῆ μεταχείρισιν. Ἡ ὑπόθεσις εἶναι γνωστὴ εἰς ὅλους καὶ ἀναμένομεν τὴν ἐπέμβασίν σας. <box>828 1092 1054 1294</box>
section-title: ΜΗΧΑΝΟΥΡΓΙΚΗ ΕΝΩΣΙΣ Πειραιῶς <box>1345 755 1492 778</box>
section-title: ΑΝΟΙΚΤΗ ΕΠΙΣΤΟΛΗ <box>828 1040 1054 1061</box>
article-text: Η ΣΗΜΕΡΙΝΗ ἐκπομπὴ τῆς Κομμουνιστικῆς Νεολαίας εἶναι ἀφιερωμένη εἰς τὰ ζητήματα τῆς νεολαίας καὶ τῆς ὀργανώσεώς της. <box>1316 1229 1521 1288</box>
book-name: Α. Τσιμάρας: Ὁ Λαὸς τοῦ Μαγκ <box>1066 1410 1202 1420</box>
book-row <box>1066 1091 1302 1103</box>
book-name: Φ. Ἔγκελς: Ἡ Καταγωγὴ τῆς Οἰκογένειας <box>1066 1337 1248 1348</box>
banner <box>385 88 1471 208</box>
book-name: Λένιν: Τὸ Κεφάλαιο <box>1066 1163 1152 1174</box>
article-text: ΚΥΒΕΛΗΣ (Θέατρον Κοτοπούλη) «Ἀπαγγελία». ΚΟΤΟΠΟΥΛΗ (Ὀλύμπια Δημοτικὸν). ΚΕΝΤΡΙΚΟΝ (Ἑλληνικὴ κωμῳδία) «Ὁ Ἀρλεκῖνος». <box>828 1480 1054 1528</box>
section-title: ΠΕΙΡΑΙΩΣ <box>1316 999 1521 1011</box>
book-row <box>1066 1338 1302 1350</box>
book-row <box>1066 1178 1302 1190</box>
book-price: 12.50 <box>1277 1250 1302 1261</box>
article-text: ΚΟΜΜ. ΝΕΟΛΑΙΑ ΑΘΗΝΩΝ. Καλοῦνται ὅλα τὰ μέλη τῆς Νεολαίας ὅπως προσέλθουν αὔριον εἰς τὰ γραφεῖα. Κάθε ἀδικαιολόγητος ἀπουσία θὰ ληφθῇ ὑπ᾿ ὄψιν. <box>1316 359 1521 420</box>
book-name: Μπουχάριν: Τὸ ΑΒΓ τοῦ Κομμουνισμοῦ <box>1066 1294 1236 1304</box>
column-rule <box>575 1030 576 2040</box>
section-title: ΚΑΛΛΙΤΕΧΝΙΚΗ ΕΚΘΕΣΙΣ <box>120 688 252 699</box>
subscription-america: Αμερικής Δολλάρια 8 <box>241 164 350 175</box>
bookshop-section <box>1066 1040 1302 1940</box>
section-title: ΤΟ ΚΟΜΜΑ ΜΑΣ <box>1316 335 1521 355</box>
section-title: ΕΠΑΡΧΙΑΚΗ ΖΩΗ <box>828 465 1303 486</box>
article-text: Σήμερον ὥρα 7 μ.μ. συνέλευσις ὅλων τῶν μελῶν. <box>1316 706 1521 729</box>
wanted-title: ΖΗΤΕΙΤΑΙ <box>1316 1315 1411 1339</box>
header-date: Σάββατο 13 Δεκεμβρίου 1924 <box>1300 60 1511 76</box>
ladies-title: ΔΙΑ ΤΑΣ ΚΥΡΙΑΣ <box>1316 1357 1521 1383</box>
book-row <box>1066 1381 1302 1393</box>
article-text: Κατόπιν τῆς ἀποφάσεως τῆς τελευταίας Γεν. Συνελεύσεως ἡ ἐκλεγεῖσα Ἐπιτροπὴ καλεῖ ὅλους τοὺς συναδέλφους εἰς συγκέντρωσιν. Ὁ Γεν. Γραμματεὺς Ἀρ. Κωτίδης. Κατόπιν τῆς ἀποφάσεως τῆς τελευταίας Γεν. Συνελεύσεως ἡ ἐκλεγεῖσα Ἐπιτροπὴ καλεῖ ὅλους τοὺς συναδέλφους εἰς συγκέντρωσιν. Ὁ Γεν. Γραμματεὺς Ἀρ. Κωτίδης. <box>1316 860 1521 987</box>
book-name: Ἡ Ζωὴ τοῦ Ἐργάτου <box>1066 1424 1154 1435</box>
book-name: Λαφάργκ: Τὸ Δικαίωμα τῆς Τεμπελιᾶς <box>1066 1221 1232 1232</box>
book-price: 4.— <box>1285 1366 1302 1377</box>
book-row <box>1066 1164 1302 1176</box>
column-rule <box>1060 1030 1061 2030</box>
book-name: Τ. Σταυρίδης: Ἡ Ἐπανάστασις <box>1066 1395 1199 1406</box>
divider <box>120 684 320 685</box>
letter-sub: Πρὸς τὸν κ. ἐπὶ τῆς Συγκοινωνίας ὑπουργόν <box>828 1065 1016 1087</box>
subscription-region: Εξωτερικού <box>120 140 181 151</box>
bank-ad <box>583 1945 1055 2141</box>
bookshop-address: ΕΥΡΙΠΙΔΟΥ 14 <box>1134 1059 1234 1073</box>
letter-date: Θεσ/νίκη 7)12)24 <box>828 1440 913 1451</box>
book-name: Ἀλεξ. Κολλοντάι: Ἡ Νέα Ἠθικὴ <box>1066 1308 1204 1319</box>
book-name: Λένιν: Ὁ Ἰμπεριαλισμὸς <box>1066 1381 1171 1391</box>
book-price: 10.— <box>1279 1163 1302 1174</box>
section-title: ΦΟΙΤΗΤΙΚΗ ΦΡΑΚΤΙΑ <box>1355 694 1482 706</box>
article-text: Π. Ἐλευθερίου. Καλεῖται ἡ Ἐκτελεστικὴ Ἐπιτροπὴ ὅπως προσέλθῃ αὔριον εἰς τὰ γραφεῖα τῆς Ὁμοσπονδίας. <box>1316 648 1521 683</box>
book-row <box>1066 1410 1302 1422</box>
book-row <box>1066 1309 1302 1321</box>
bank-ad-title: Η ΛΑΪΚΗ ΤΡΑΠΕΖΑ <box>676 1949 962 2069</box>
book-row <box>1066 1367 1302 1379</box>
